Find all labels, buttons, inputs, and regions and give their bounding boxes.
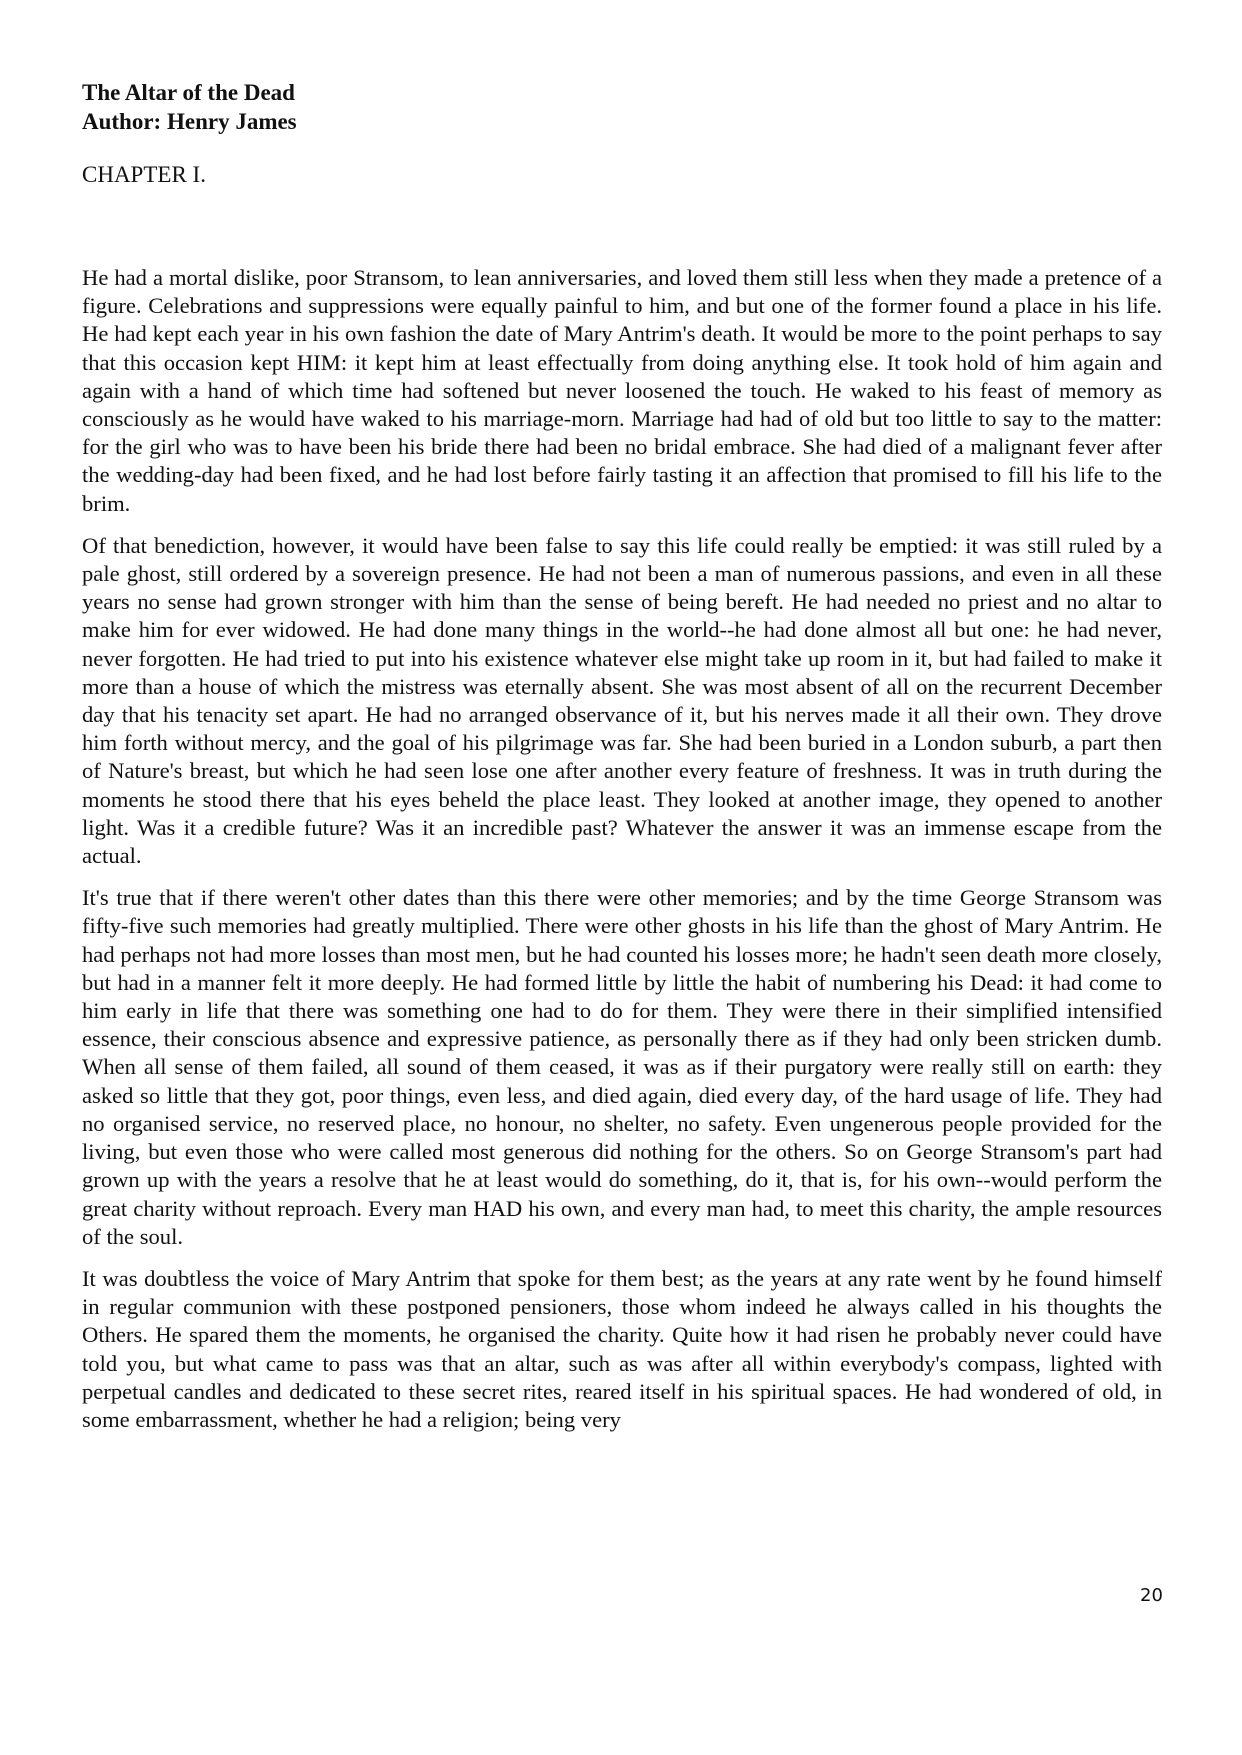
paragraph-1: He had a mortal dislike, poor Stransom, to lean anniversaries, and loved them still less when they made a pretence of a figure. Celebrations and suppressions were equally painful to him, and but one of the former found a place in his life. He had kept each year in his own fashion the date of Mary Antrim's death. It would be more to the point perhaps to say that this occasion kept HIM: it kept him at least effectually from doing anything else. It took hold of him again and again with a hand of which time had softened but never loosened the touch. He waked to his feast of memory as consciously as he would have waked to his marriage-morn. Marriage had had of old but too little to say to the matter: for the girl who was to have been his bride there had been no bridal embrace. She had died of a malignant fever after the wedding-day had been fixed, and he had lost before fairly tasting it an affection that promised to fill his life to the brim. <box>82 265 1162 516</box>
body-text <box>82 264 1162 1434</box>
document-page <box>82 78 1162 1448</box>
paragraph-3: It's true that if there weren't other dates than this there were other memories; and by the time George Stransom was fifty-five such memories had greatly multiplied. There were other ghosts in his life than the ghost of Mary Antrim. He had perhaps not had more losses than most men, but he had counted his losses more; he hadn't seen death more closely, but had in a manner felt it more deeply. He had formed little by little the habit of numbering his Dead: it had come to him early in life that there was something one had to do for them. They were there in their simplified intensified essence, their conscious absence and expressive patience, as personally there as if they had only been stricken dumb. When all sense of them failed, all sound of them ceased, it was as if their purgatory were really still on earth: they asked so little that they got, poor things, even less, and died again, died every day, of the hard usage of life. They had no organised service, no reserved place, no honour, no shelter, no safety. Even ungenerous people provided for the living, but even those who were called most generous did nothing for the others. So on George Stransom's part had grown up with the years a resolve that he at least would do something, do it, that is, for his own--would perform the great charity without reproach. Every man HAD his own, and every man had, to meet this charity, the ample resources of the soul. <box>82 885 1162 1249</box>
paragraph-2: Of that benediction, however, it would have been false to say this life could really be emptied: it was still ruled by a pale ghost, still ordered by a sovereign presence. He had not been a man of numerous passions, and even in all these years no sense had grown stronger with him than the sense of being bereft. He had needed no priest and no altar to make him for ever widowed. He had done many things in the world--he had done almost all but one: he had never, never forgotten. He had tried to put into his existence whatever else might take up room in it, but had failed to make it more than a house of which the mistress was eternally absent. She was most absent of all on the recurrent December day that his tenacity set apart. He had no arranged observance of it, but his nerves made it all their own. They drove him forth without mercy, and the goal of his pilgrimage was far. She had been buried in a London suburb, a part then of Nature's breast, but which he had seen lose one after another every feature of freshness. It was in truth during the moments he stood there that his eyes beheld the place least. They looked at another image, they opened to another light. Was it a credible future? Was it an incredible past? Whatever the answer it was an immense escape from the actual. <box>82 532 1162 869</box>
author-line: Author: Henry James <box>82 109 297 134</box>
chapter-heading: CHAPTER I. <box>82 162 206 187</box>
title-block <box>82 78 1162 136</box>
paragraph-4: It was doubtless the voice of Mary Antrim that spoke for them best; as the years at any rate went by he found himself in regular communion with these postponed pensioners, those whom indeed he always called in his thoughts the Others. He spared them the moments, he organised the charity. Quite how it had risen he probably never could have told you, but what came to pass was that an altar, such as was after all within everybody's compass, lighted with perpetual candles and dedicated to these secret rites, reared itself in his spiritual spaces. He had wondered of old, in some embarrassment, whether he had a religion; being very <box>82 1265 1162 1432</box>
book-title: The Altar of the Dead <box>82 80 295 105</box>
page-number: 20 <box>1140 1585 1163 1606</box>
